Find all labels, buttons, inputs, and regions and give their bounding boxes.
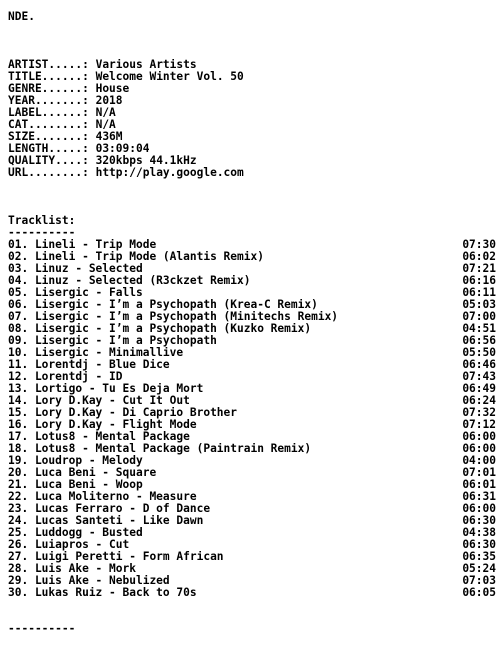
- info-row: [8, 143, 496, 155]
- track-title: 04. Linuz - Selected (R3ckzet Remix): [8, 275, 251, 287]
- track-duration: 06:49: [462, 383, 496, 395]
- track-row: [8, 311, 496, 323]
- info-value: Various Artists: [95, 59, 197, 71]
- info-label: QUALITY....:: [8, 155, 89, 167]
- track-row: [8, 287, 496, 299]
- track-row: [8, 323, 496, 335]
- footer-rule: ----------: [8, 623, 76, 635]
- track-row: [8, 443, 496, 455]
- track-row: [8, 251, 496, 263]
- info-label: YEAR.......:: [8, 95, 89, 107]
- info-value: N/A: [95, 107, 116, 119]
- release-info-block: [8, 59, 496, 179]
- track-duration: 06:16: [462, 275, 496, 287]
- track-title: 18. Lotus8 - Mental Package (Paintrain Remix): [8, 443, 312, 455]
- info-row: [8, 167, 496, 179]
- info-row: [8, 83, 496, 95]
- track-row: [8, 527, 496, 539]
- track-duration: 04:00: [462, 455, 496, 467]
- info-value: 03:09:04: [95, 143, 150, 155]
- info-row: [8, 59, 496, 71]
- track-duration: 06:56: [462, 335, 496, 347]
- track-duration: 06:24: [462, 395, 496, 407]
- info-value: Welcome Winter Vol. 50: [95, 71, 244, 83]
- track-title: 29. Luis Ake - Nebulized: [8, 575, 170, 587]
- track-row: [8, 383, 496, 395]
- track-duration: 06:01: [462, 479, 496, 491]
- track-row: [8, 239, 496, 251]
- track-title: 10. Lisergic - Minimallive: [8, 347, 184, 359]
- track-title: 27. Luigi Peretti - Form African: [8, 551, 224, 563]
- info-row: [8, 107, 496, 119]
- track-title: 16. Lory D.Kay - Flight Mode: [8, 419, 197, 431]
- info-label: TITLE......:: [8, 71, 89, 83]
- track-duration: 04:38: [462, 527, 496, 539]
- info-value: 320kbps 44.1kHz: [95, 155, 197, 167]
- track-duration: 06:05: [462, 587, 496, 599]
- info-label: URL........:: [8, 167, 89, 179]
- track-row: [8, 551, 496, 563]
- track-title: 19. Loudrop - Melody: [8, 455, 143, 467]
- track-duration: 06:30: [462, 515, 496, 527]
- track-title: 28. Luis Ake - Mork: [8, 563, 136, 575]
- track-duration: 07:21: [462, 263, 496, 275]
- track-row: [8, 491, 496, 503]
- track-row: [8, 563, 496, 575]
- track-title: 24. Lucas Santeti - Like Dawn: [8, 515, 204, 527]
- info-label: ARTIST.....:: [8, 59, 89, 71]
- track-title: 14. Lory D.Kay - Cut It Out: [8, 395, 190, 407]
- track-row: [8, 335, 496, 347]
- info-value: http://play.google.com: [95, 167, 244, 179]
- track-duration: 06:46: [462, 359, 496, 371]
- track-duration: 07:43: [462, 371, 496, 383]
- track-title: 22. Luca Moliterno - Measure: [8, 491, 197, 503]
- track-row: [8, 347, 496, 359]
- track-row: [8, 275, 496, 287]
- track-duration: 07:03: [462, 575, 496, 587]
- info-value: 436M: [95, 131, 123, 143]
- track-title: 13. Lortigo - Tu Es Deja Mort: [8, 383, 204, 395]
- tracklist: [8, 239, 496, 599]
- info-row: [8, 155, 496, 167]
- release-group-tag: NDE.: [8, 11, 35, 23]
- track-row: [8, 503, 496, 515]
- info-value: N/A: [95, 119, 116, 131]
- track-duration: 05:50: [462, 347, 496, 359]
- track-title: 30. Lukas Ruiz - Back to 70s: [8, 587, 197, 599]
- info-label: CAT........:: [8, 119, 89, 131]
- track-row: [8, 299, 496, 311]
- info-row: [8, 71, 496, 83]
- track-title: 05. Lisergic - Falls: [8, 287, 143, 299]
- track-row: [8, 539, 496, 551]
- track-duration: 04:51: [462, 323, 496, 335]
- track-duration: 06:00: [462, 431, 496, 443]
- track-row: [8, 587, 496, 599]
- info-value: 2018: [95, 95, 123, 107]
- track-title: 01. Lineli - Trip Mode: [8, 239, 157, 251]
- track-title: 15. Lory D.Kay - Di Caprio Brother: [8, 407, 238, 419]
- track-title: 12. Lorentdj - ID: [8, 371, 123, 383]
- track-row: [8, 263, 496, 275]
- info-label: GENRE......:: [8, 83, 89, 95]
- track-duration: 06:00: [462, 443, 496, 455]
- track-row: [8, 371, 496, 383]
- track-row: [8, 359, 496, 371]
- info-row: [8, 95, 496, 107]
- track-duration: 05:03: [462, 299, 496, 311]
- track-row: [8, 395, 496, 407]
- track-row: [8, 455, 496, 467]
- track-duration: 05:24: [462, 563, 496, 575]
- track-row: [8, 575, 496, 587]
- track-title: 07. Lisergic - I’m a Psychopath (Minitechs Remix): [8, 311, 339, 323]
- track-title: 21. Luca Beni - Woop: [8, 479, 143, 491]
- tracklist-heading: Tracklist:: [8, 215, 76, 227]
- track-title: 26. Luiapros - Cut: [8, 539, 130, 551]
- info-row: [8, 131, 496, 143]
- track-duration: 07:00: [462, 311, 496, 323]
- info-label: LENGTH.....:: [8, 143, 89, 155]
- track-row: [8, 419, 496, 431]
- info-row: [8, 119, 496, 131]
- track-title: 08. Lisergic - I’m a Psychopath (Kuzko Remix): [8, 323, 312, 335]
- info-label: SIZE.......:: [8, 131, 89, 143]
- track-row: [8, 467, 496, 479]
- track-title: 17. Lotus8 - Mental Package: [8, 431, 190, 443]
- track-title: 11. Lorentdj - Blue Dice: [8, 359, 170, 371]
- track-duration: 07:32: [462, 407, 496, 419]
- info-value: House: [95, 83, 130, 95]
- track-title: 03. Linuz - Selected: [8, 263, 143, 275]
- nfo-document: [8, 11, 496, 635]
- track-duration: 07:30: [462, 239, 496, 251]
- track-title: 06. Lisergic - I’m a Psychopath (Krea-C Remix): [8, 299, 318, 311]
- track-row: [8, 407, 496, 419]
- track-duration: 06:30: [462, 539, 496, 551]
- tracklist-heading-rule: ----------: [8, 227, 76, 239]
- track-title: 09. Lisergic - I’m a Psychopath: [8, 335, 217, 347]
- track-title: 25. Luddogg - Busted: [8, 527, 143, 539]
- track-row: [8, 431, 496, 443]
- track-title: 20. Luca Beni - Square: [8, 467, 157, 479]
- track-duration: 07:12: [462, 419, 496, 431]
- track-duration: 06:31: [462, 491, 496, 503]
- track-duration: 06:02: [462, 251, 496, 263]
- track-duration: 06:00: [462, 503, 496, 515]
- track-title: 23. Lucas Ferraro - D of Dance: [8, 503, 211, 515]
- track-duration: 07:01: [462, 467, 496, 479]
- track-duration: 06:11: [462, 287, 496, 299]
- track-duration: 06:35: [462, 551, 496, 563]
- track-row: [8, 479, 496, 491]
- track-title: 02. Lineli - Trip Mode (Alantis Remix): [8, 251, 264, 263]
- info-label: LABEL......:: [8, 107, 89, 119]
- track-row: [8, 515, 496, 527]
